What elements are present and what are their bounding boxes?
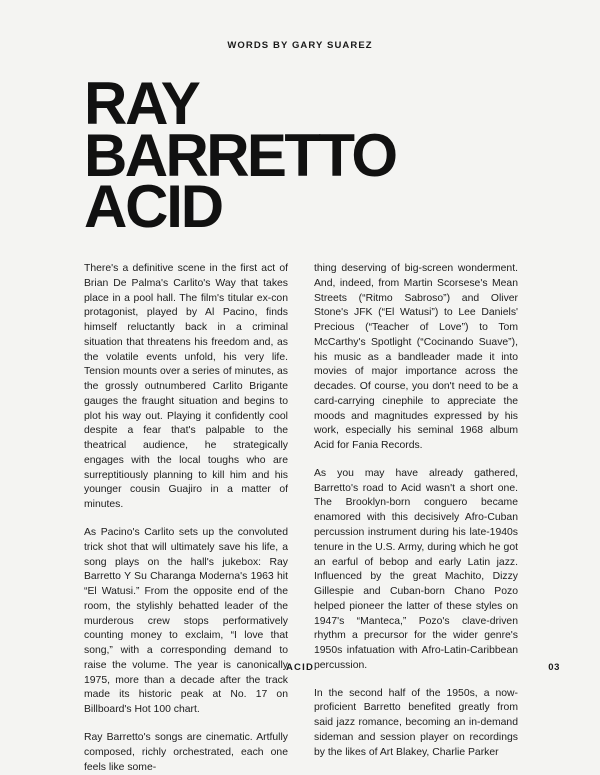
paragraph: There's a definitive scene in the first act of Brian De Palma's Carlito's Way that takes place in a pool hall. The film's titular ex-con protagonist, played by Al Pacino, finds himself reluctantly back in a criminal situation that threatens his freedom and, as the volatile events unfold, his very life. Tension mounts over a series of minutes, as the grossly outnumbered Carlito Brigante gauges the fraught situation and begins to plot his way out. Playing it confidently cool despite a fear that's palpable to the theatrical audience, he strategically engages with the local toughs who are surreptitiously planning to kill him and his younger cousin Guajiro in a matter of minutes. — [84, 263, 288, 511]
paragraph: In the second half of the 1950s, a now-proficient Barretto benefited greatly from said jazz romance, becoming an in-demand sideman and session player on recordings by the likes of Art Blakey, Charlie Parker — [314, 687, 518, 758]
paragraph: As you may have already gathered, Barretto's road to Acid wasn't a short one. The Brooklyn-born conguero became enamored with this decisively Afro-Cuban percussion instrument during his late-1940s tenure in the U.S. Army, during which he got an earful of bebop and early Latin jazz. Influenced by the great Machito, Dizzy Gillespie and Cuban-born Chano Pozo helped pioneer the latter of these styles on 1947's “Manteca,” Pozo's clave-driven rhythm a precursor for the wider genre's 1950s infatuation with Afro-Latin-Caribbean percussion. — [314, 467, 518, 671]
article-byline: WORDS BY GARY SUAREZ — [227, 40, 373, 51]
paragraph: Ray Barretto's songs are cinematic. Artfully composed, richly orchestrated, each one feels like some- — [84, 731, 288, 773]
column-right — [314, 262, 518, 775]
title-line-3: ACID — [84, 173, 222, 241]
footer-section-label: ACID — [285, 662, 315, 673]
title-line-2: BARRETTO — [84, 121, 396, 189]
paragraph: As Pacino's Carlito sets up the convoluted trick shot that will ultimately save his life, a song plays on the hall's jukebox: Ray Barretto Y Su Charanga Moderna's 1963 hit “El Watusi.” From the opposite end of the room, the stylishly behatted leader of the murderous crew stops performatively counting money to exclaim, “I love that song,” with a corresponding demand to raise the volume. The year is canonically 1975, more than a decade after the track made its historic peak at No. 17 on Billboard's Hot 100 chart. — [84, 527, 288, 716]
paragraph: thing deserving of big-screen wonderment. And, indeed, from Martin Scorsese's Mean Streets (“Ritmo Sabroso”) and Oliver Stone's JFK (“El Watusi”) to Lee Daniels' Precious (“Teacher of Love”) to Tom McCarthy's Spotlight (“Cocinando Suave”), his music as a bandleader made it into movies of major importance across the decades. Of course, you don't need to be a card-carrying cinephile to appreciate the moods and magnitudes expressed by his work, especially his seminal 1968 album Acid for Fania Records. — [314, 263, 518, 452]
page-number: 03 — [548, 662, 560, 673]
title-line-1: RAY — [84, 70, 199, 137]
page-title — [84, 70, 544, 241]
column-left — [84, 262, 288, 775]
article-body — [84, 262, 518, 775]
